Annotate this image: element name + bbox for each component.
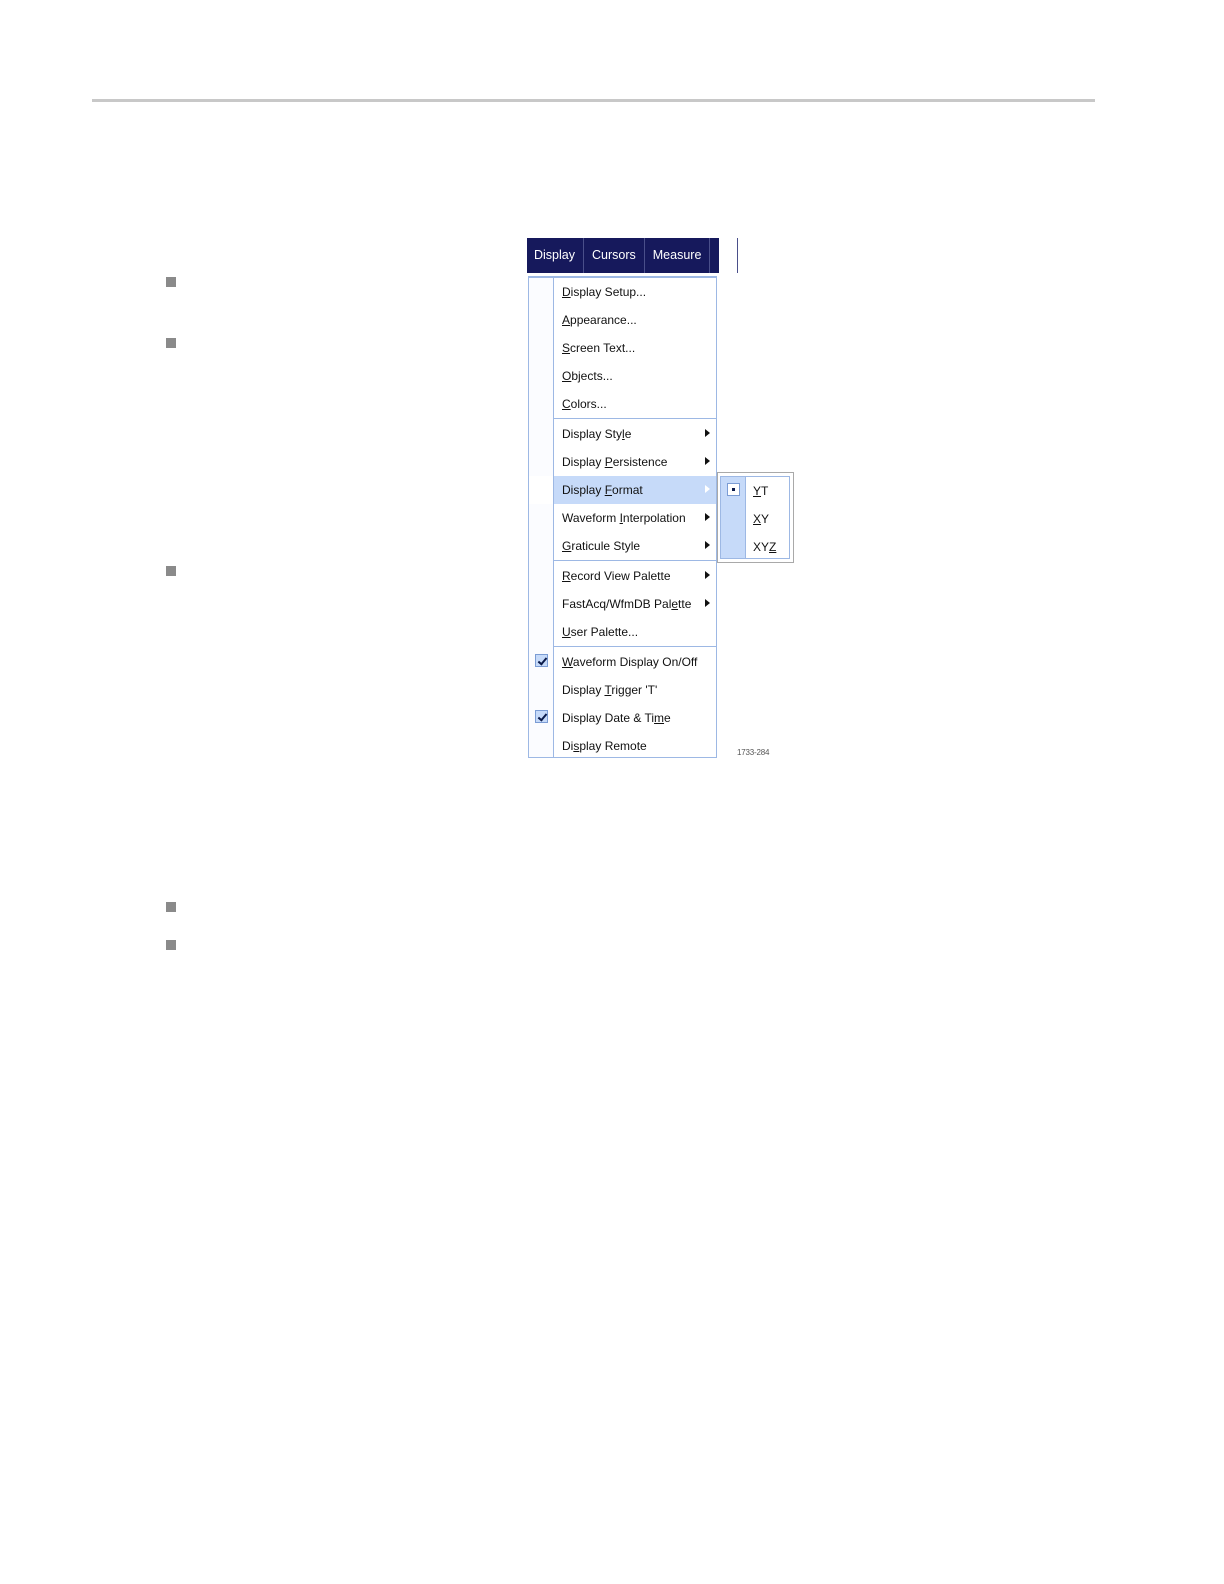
menu-item-colors[interactable]: Colors... <box>562 397 607 411</box>
menu-item-display-persistence[interactable]: Display Persistence <box>529 448 716 476</box>
menu-item-waveform-display-onoff[interactable]: Waveform Display On/Off <box>529 648 716 676</box>
bullet-square-icon <box>166 566 176 576</box>
menu-item-display-style[interactable]: Display Style <box>529 420 716 448</box>
menubar-cursors[interactable]: Cursors <box>584 238 645 273</box>
menubar-display[interactable]: Display <box>527 238 584 273</box>
menu-item-objects[interactable]: Objects... <box>562 369 613 383</box>
checkmark-icon <box>535 654 548 667</box>
submenu-arrow-icon <box>705 599 710 607</box>
menu-item-display-remote[interactable]: Display Remote <box>562 739 647 753</box>
bullet-square-icon <box>166 338 176 348</box>
top-rule <box>92 99 1095 102</box>
figure-id: 1733-284 <box>737 748 770 757</box>
menu-item-waveform-interpolation[interactable]: Waveform Interpolation <box>529 504 716 532</box>
menubar-measure[interactable]: Measure <box>645 238 711 273</box>
menu-item-display-trigger-t[interactable]: Display Trigger 'T' <box>562 683 658 697</box>
bullet-square-icon <box>166 902 176 912</box>
menu-item-screen-text[interactable]: Screen Text... <box>562 341 636 355</box>
display-dropdown-menu <box>528 276 717 758</box>
checkmark-icon <box>535 710 548 723</box>
bullet-square-icon <box>166 940 176 950</box>
submenu-arrow-icon <box>705 485 710 493</box>
menu-item-graticule-style[interactable]: Graticule Style <box>529 532 716 560</box>
menu-item-record-view-palette[interactable]: Record View Palette <box>529 562 716 590</box>
menu-separator <box>554 418 716 419</box>
menu-separator <box>554 560 716 561</box>
submenu-arrow-icon <box>705 429 710 437</box>
menu-item-display-date-time[interactable]: Display Date & Time <box>529 704 716 732</box>
menu-item-appearance[interactable]: Appearance... <box>562 313 637 327</box>
menu-item-user-palette[interactable]: User Palette... <box>562 625 639 639</box>
menu-item-display-setup[interactable]: Display Setup... <box>562 285 647 299</box>
menu-separator <box>554 646 716 647</box>
submenu-arrow-icon <box>705 541 710 549</box>
bullet-square-icon <box>166 277 176 287</box>
menu-item-fastacq-wfmdb-palette[interactable]: FastAcq/WfmDB Palette <box>529 590 716 618</box>
submenu-arrow-icon <box>705 457 710 465</box>
menu-item-display-format[interactable]: Display Format <box>529 476 716 504</box>
display-format-submenu <box>717 472 794 563</box>
submenu-item-xyz[interactable]: XYZ <box>753 540 777 554</box>
submenu-arrow-icon <box>705 513 710 521</box>
radio-selected-icon <box>727 483 740 496</box>
submenu-item-xy[interactable]: XY <box>753 512 770 526</box>
submenu-arrow-icon <box>705 571 710 579</box>
menubar-next[interactable]: M <box>710 238 737 273</box>
submenu-item-yt[interactable]: YT <box>721 477 789 505</box>
menu-bar <box>527 238 729 273</box>
